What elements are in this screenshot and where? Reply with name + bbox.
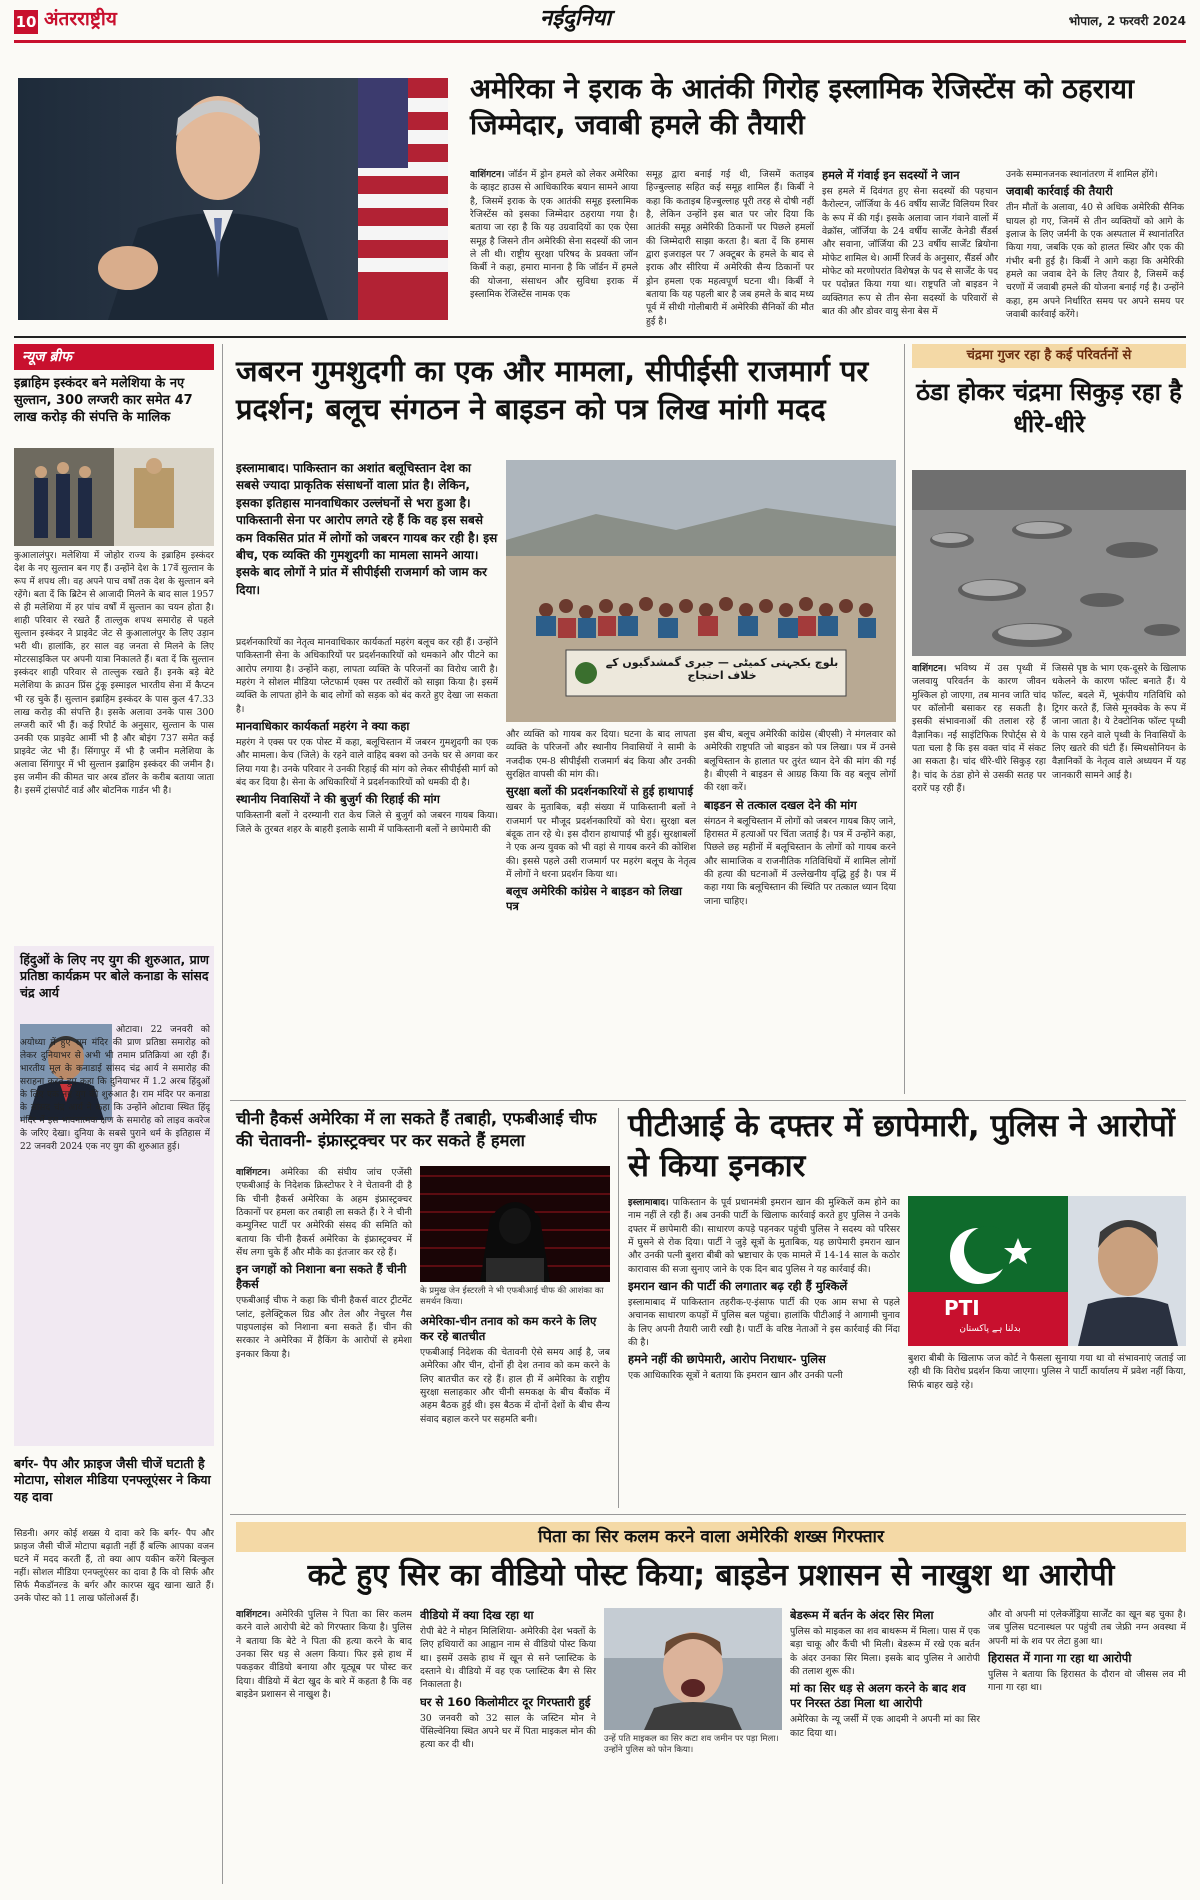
divider-3 [230,1514,1186,1515]
story2-sub5: बाइडन से तत्काल दखल देने की मांग [704,797,857,812]
hackers-col1-text [236,1166,412,1259]
behead-dateline: वाशिंगटन। [236,1609,271,1620]
divider-2 [230,1100,1186,1101]
hackers-col1 [236,1166,412,1506]
hacker-photo-caption: के प्रमुख जेन ईस्टरली ने भी एफबीआई चीफ की आशंका का समर्थन किया। [420,1286,604,1308]
behead-sub5: हिरासत में गाना गा रहा था आरोपी [988,1651,1132,1666]
moon-col1-text [912,662,1046,795]
protest-banner-text: بلوچ یکجہتی کمیٹی — جبری گمشدگیوں کے خلاف احتجاج [605,656,839,682]
kirby-photo [18,78,448,320]
behead-kicker: पिता का सिर कलम करने वाला अमेरिकी शख्स गिरफ्तार [236,1522,1186,1552]
dateline: भोपाल, 2 फरवरी 2024 [1068,14,1186,28]
behead-col4-text: और वो अपनी मां एलेक्जेंड्रिया सार्जेंट का खून बह चुका है। जब पुलिस घटनास्थल पर पहुंची तब जेफ्री नग्न अवस्था में अपनी मां के शव पर लेटा हुआ था। [988,1609,1186,1647]
kirby-photo-art [18,78,448,320]
behead-col3 [790,1608,980,1890]
story1-headline: अमेरिका ने इराक के आतंकी गिरोह इस्लामिक रेजिस्टेंस को ठहराया जिम्मेदार, जवाबी हमले की तैयारी [470,73,1135,141]
story2-col3-text: इस बीच, बलूच अमेरिकी कांग्रेस (बीएसी) ने मंगलवार को अमेरिकी राष्ट्रपति जो बाइडन को पत्र लिखा। पत्र में उनसे बलूचिस्तान के हालात पर तुरंत ध्यान देने की मांग की गई है। बीएसी ने बाइडन से आग्रह किया कि वह बलूच लोगों की रक्षा करें। [704,729,896,794]
behead-col3b-text: अमेरिका के न्यू जर्सी में एक आदमी ने अपनी मां का सिर काट दिया था। [790,1714,980,1739]
hackers-col2-text: एफबीआई निदेशक की चेतावनी ऐसे समय आई है, जब अमेरिका और चीन, दोनों ही देश तनाव को कम करने के लिए बातचीत कर रहे हैं। हाल ही में अमेरिका के राष्ट्रीय सुरक्षा सलाहकार और चीनी समकक्ष के बीच बैंकॉक में अहम बैठक हुई थी। इस बैठक में दोनों देशों के बीच सैन्य संवाद बहाल करने पर सहमति बनी। [420,1346,610,1425]
brief2-headline: हिंदुओं के लिए नए युग की शुरुआत, प्राण प्रतिष्ठा कार्यक्रम पर बोले कनाडा के सांसद चंद्र आर्य [20,952,209,1000]
brief3-headline: बर्गर- पैप और फ्राइज जैसी चीजें घटाती है मोटापा, सोशल मीडिया एनफ्लूएंसर ने किया यह दावा [14,1456,211,1504]
suspect-photo-caption: उन्हें पति माइकल का सिर कटा शव जमीन पर पड़ा मिला। उन्होंने पुलिस को फोन किया। [604,1734,779,1756]
behead-col2 [420,1608,596,1890]
behead-col4 [988,1608,1186,1890]
behead-col1 [236,1608,412,1890]
story2-col1c-text: पाकिस्तानी बलों ने दरम्यानी रात केच जिले से बुजुर्ग को जबरन गायब किया। जिले के तुरबत शहर के बाहरी इलाके सामी में पाकिस्तानी बलों ने छापेमारी की [236,810,498,835]
brief-divider [222,344,223,1884]
suspect-photo-art [604,1608,782,1730]
behead-col1-body: अमेरिकी पुलिस ने पिता का सिर कलम करने वाले आरोपी बेटे को गिरफ्तार किया है। पुलिस ने बताया कि बेटे ने पिता की हत्या करने के बाद उनका सिर धड़ से अलग किया। फिर इसे हाथ में पकड़कर वीडियो बनाया और यूट्यूब पर पोस्ट कर दिया। वीडियो में बेटा खुद के बारे में कहता है कि वह बाइडेन प्रशासन से नाखुश है। [236,1609,412,1701]
hackers-dateline: वाशिंगटन। [236,1167,271,1178]
behead-sub3: बेडरूम में बर्तन के अंदर सिर मिला [790,1608,934,1622]
hacker-photo [420,1166,610,1282]
behead-sub2: घर से 160 किलोमीटर दूर गिरफ्तारी हुई [420,1694,591,1709]
pti-lead-body: पाकिस्तान के पूर्व प्रधानमंत्री इमरान खान की मुश्किलें कम होने का नाम नहीं ले रही हैं। अब उनकी पार्टी के खिलाफ कार्रवाई करते हुए पुलिस ने उनके दफ्तर में छापेमारी की। साधारण कपड़े पहनकर पहुंची पुलिस ने सदस्य को परिसर में घुसने से रोक दिया। पार्टी ने जुड़े सूत्रों के मुताबिक, यह छापेमारी इमरान खान और उनकी पत्नी बुशरा बीबी को भ्रष्टाचार के एक मामले में 14-14 साल के कठोर कारावास की सजा सुनाए जाने के एक दिन बाद पुलिस ने यह कार्रवाई की। [628,1197,900,1275]
page-number: 10 [14,10,38,34]
pti-sub1: इमरान खान की पार्टी की लगातार बढ़ रही हैं मुश्किलें [628,1279,848,1294]
story1-col4 [1006,168,1184,328]
story2-headline: जबरन गुमशुदगी का एक और मामला, सीपीईसी राजमार्ग पर प्रदर्शन; बलूच संगठन ने बाइडन को पत्र लिख मांगी मदद [236,354,869,427]
hackers-headline: चीनी हैकर्स अमेरिका में ला सकते हैं तबाही, एफबीआई चीफ की चेतावनी- इंफ्रास्ट्रक्चर पर कर सकते हैं हमला [236,1109,597,1151]
suspect-photo [604,1608,782,1730]
story2-col1b-text: महरंग ने एक्स पर एक पोस्ट में कहा, बलूचिस्तान में जबरन गुमशुदगी का एक और मामला। केच (जिले) के रहने वाले वाहिद बक्श को उनके घर से अगवा कर लिया गया है। उनके परिवार ने उनकी रिहाई की मांग को लेकर सीपीईसी मार्ग को बंद कर दिया है। सेना के अधिकारियों ने प्रदर्शनकारियों को धमकी दी है। [236,737,498,789]
hackers-sub1: इन जगहों को निशाना बना सकते हैं चीनी हैकर्स [236,1262,407,1292]
brief1-headline: इब्राहिम इस्कंदर बने मलेशिया के नए सुल्तान, 300 लग्जरी कार समेत 47 लाख करोड़ की संपत्ति के मालिक [14,376,193,425]
sultan-photo-art [14,448,214,546]
story1-col4-text: उनके सम्मानजनक स्थानांतरण में शामिल होंगे। [1006,169,1158,180]
hackers-sub2: अमेरिका-चीन तनाव को कम करने के लिए कर रहे बातचीत [420,1314,597,1343]
behead-col4b-text: पुलिस ने बताया कि हिरासत के दौरान वो जीसस लव मी गाना गा रहा था। [988,1668,1186,1694]
moon-headline: ठंडा होकर चंद्रमा सिकुड़ रहा है धीरे-धीरे [916,378,1182,439]
moon-photo [912,470,1186,656]
story2-col3b-text: संगठन ने बलूचिस्तान में लोगों को जबरन गायब किए जाने, हिरासत में हत्याओं पर चिंता जताई है। पत्र में उन्होंने कहा, पिछले छह महीनों में बलूचिस्तान के लोगों को गायब करने और सामाजिक व राजनीतिक गतिविधियों में शामिल लोगों की हत्या की घटनाओं में उल्लेखनीय वृद्धि हुई है। पत्र में कहा गया कि बलूचिस्तान की स्थिति पर तत्काल ध्यान दिया जाना चाहिए। [704,815,896,907]
story2-col2 [506,728,696,1092]
story1-col3-text: इस हमले में दिवंगत हुए सेना सदस्यों की पहचान कैरोल्टन, जॉर्जिया के 46 वर्षीय सार्जेंट विलियम रिवर के रूप में की गई। इसके अलावा जान गंवाने वालों में वेक्रॉस, जॉर्जिया के 24 वर्षीय सार्जेंट केनेडी सैंडर्स और सवाना, जॉर्जिया की 23 वर्षीय सार्जेंट ब्रियोना मोफेट शामिल थे। आर्मी रिजर्व के अनुसार, सैंडर्स और मोफेट को मरणोपरांत विशेषज्ञ के पद से सार्जेंट के पद पर पदोन्नत किया गया था। राष्ट्रपति जो बाइडन ने व्यक्तिगत रूप से तीन सेना सदस्यों के परिवारों से बात की और डोवर वायु सेना बेस में [822,185,998,318]
behead-col2b-text: 30 जनवरी को 32 साल के जस्टिन मोन ने पेंसिल्वेनिया स्थित अपने घर में पिता माइकल मोन की हत्या कर दी थी। [420,1712,596,1751]
protest-photo-art [506,460,896,722]
behead-col2-text: रोपी बेटे ने मोहन मिलिशिया- अमेरिकी देश भक्तों के लिए हथियारों का आह्वान नाम से वीडियो पोस्ट किया था। इसमें उसके हाथ में खून से सने प्लास्टिक के दस्ताने थे। वीडियो में वह एक प्लास्टिक बैग से सिर निकालता है। [420,1625,596,1691]
paper-logo: नईदुनिया [540,6,612,31]
hackers-col1b-text: एफबीआई चीफ ने कहा कि चीनी हैकर्स वाटर ट्रीटमेंट प्लांट, इलेक्ट्रिकल ग्रिड और तेल और नेचुरल गैस पाइपलाइंस को निशाना बना सकते हैं। चीन की सरकार ने अमेरिका में हैकिंग के आरोपों से हमेशा इनकार किया है। [236,1295,412,1360]
protest-photo [506,460,896,722]
story1-sub2: जवाबी कार्रवाई की तैयारी [1006,184,1113,199]
story2-col1-text: प्रदर्शनकारियों का नेतृत्व मानवाधिकार कार्यकर्ता महरंग बलूच कर रही हैं। उन्होंने पाकिस्तानी सेना के अधिकारियों पर प्रदर्शनकारियों को धमकाने और पीटने का आरोप लगाया है। उन्होंने कहा, लापता व्यक्ति के परिजनों का विरोध जारी है। महरंग ने सोशल मीडिया प्लेटफार्म एक्स पर तस्वीरों को साझा किया है। इसमें व्यक्ति के लापता होने के बाद लोगों को सड़क को बंद करते हुए देखा जा सकता है। [236,637,498,715]
pti-logo-caption: بدلنا ہے پاکستان [959,1324,1021,1334]
brief2-text: ओटावा। 22 जनवरी को अयोध्या में हुए राम मंदिर की प्राण प्रतिष्ठा समारोह को लेकर दुनियाभर से अभी भी तमाम प्रतिक्रियां आ रही हैं। भारतीय मूल के कनाडाई सांसद चंद्र आर्य ने समारोह की सराहना करते हुए कहा कि दुनियाभर में 1.2 अरब हिंदुओं के लिए एक नए युग की शुरुआत है। राम मंदिर पर कनाडा के सांसद चंद्र आर्य ने कहा कि उन्होंने ओटावा स्थित हिंदू मंदिर में इस भावनात्मक क्षण के समारोह को लाइव कवरेज के जरिए देखा। दुनिया के सबसे पुराने धर्म के इतिहास में 22 जनवरी 2024 एक नए युग की शुरुआत हुई। [20,1025,210,1153]
behead-sub4: मां का सिर धड़ से अलग करने के बाद शव पर निरस्त ठंडा मिला था आरोपी [790,1681,966,1711]
story2-col3 [704,728,896,1092]
story1-col3 [822,168,998,328]
moon-col2: जिससे पृष्ठ के भाग एक-दूसरे के खिलाफ धकेलने के कारण फॉल्ट बनाते हैं। ये फॉल्ट, बदले में, भूकंपीय गतिविधि को ट्रिगर करते हैं, जिसे मूनक्वेक के रूप में जाना जाता है। ये टेक्टोनिक फॉल्ट पृथ्वी के पास रहने वाले पृथ्वी के निवासियों के लिए खतरे की घंटी हैं। स्मिथसोनियन के वैज्ञानिकों के नेतृत्व वाले अध्ययन में यह जानकारी सामने आई है। [1052,663,1186,781]
story2-lead [236,460,498,630]
story2-col2-text: और व्यक्ति को गायब कर दिया। घटना के बाद लापता व्यक्ति के परिजनों और स्थानीय निवासियों ने सामी के नजदीक एम-8 सीपीईसी राजमार्ग बंद किया और उनकी सुरक्षित वापसी की मांग की। [506,729,696,781]
story2-sub1: मानवाधिकार कार्यकर्ता महरंग ने क्या कहा [236,719,410,734]
moon-kicker: चंद्रमा गुजर रहा है कई परिवर्तनों से [912,344,1186,368]
pti-logo-photo [908,1196,1186,1346]
story2-col1 [236,636,498,1092]
story2-lead-dateline: इस्लामाबाद। [236,461,289,475]
hackers-divider [618,1108,619,1508]
divider-1 [14,336,1186,338]
behead-sub1: वीडियो में क्या दिख रहा था [420,1608,534,1622]
news-brief-label: न्यूज ब्रीफ [14,344,214,370]
hacker-photo-art [420,1166,610,1282]
story1-sub1: हमले में गंवाई इन सदस्यों ने जान [822,168,960,182]
story1-col1-text: जॉर्डन में ड्रोन हमले को लेकर अमेरिका के व्हाइट हाउस से आधिकारिक बयान सामने आया है, जिसमें इराक के एक आतंकी समूह इस्लामिक रेजिस्टेंस को इसका जिम्मेदार ठहराया गया है। बताया जा रहा है कि यह उग्रवादियों का एक ऐसा समूह है जिसने तीन अमेरिकी सेना सदस्यों की जान ले ली थी। राष्ट्रीय सुरक्षा परिषद के प्रवक्ता जॉन किर्बी ने कहा, हमारा मानना है कि जॉर्डन में हमले की योजना, संसाधन और सुविधा इराक में इस्लामिक रेजिस्टेंस नामक एक [470,169,638,301]
story1-col4b-text: तीन मौतों के अलावा, 40 से अधिक अमेरिकी सैनिक घायल हो गए, जिनमें से तीन व्यक्तियों को आगे के इलाज के लिए जर्मनी के एक अस्पताल में स्थानांतरित किया गया, जबकि एक को हालत स्थिर और एक की गंभीर बनी हुई है। किर्बी ने आगे कहा कि अमेरिकी हमले का जवाब देने के लिए तैयार है, जिसमें कई चरणों में जवाबी हमले की योजना बनाई गई है। उन्होंने कहा, हम अपने निर्धारित समय पर अपने समय पर जवाबी कार्रवाई करेंगे। [1006,202,1184,321]
sultan-photo [14,448,214,546]
behead-headline: कटे हुए सिर का वीडियो पोस्ट किया; बाइडेन प्रशासन से नाखुश था आरोपी [307,1558,1115,1593]
pti-col2: बुशरा बीबी के खिलाफ जज कोर्ट ने फैसला सुनाया गया था वो संभावनाएं जताई जा रही थी कि विरोध प्रदर्शन किया जाएगा। पुलिस ने पार्टी कार्यालय में प्रवेश नहीं किया, सिर्फ बाहर खड़े रहे। [908,1353,1186,1391]
story2-sub2: स्थानीय निवासियों ने की बुजुर्ग की रिहाई की मांग [236,792,440,807]
pti-dateline: इस्लामाबाद। [628,1197,669,1208]
moon-photo-art [912,470,1186,656]
moon-dateline: वाशिंगटन। [912,663,947,674]
pti-sub2: हमने नहीं की छापेमारी, आरोप निराधार- पुलिस [628,1352,826,1367]
hackers-col2 [420,1314,610,1506]
pti-headline: पीटीआई के दफ्तर में छापेमारी, पुलिस ने आरोपों से किया इनकार [628,1108,1175,1185]
pti-col1-text: इस्लामाबाद में पाकिस्तान तहरीक-ए-इंसाफ पार्टी की एक आम सभा से पहले अचानक साधारण कपड़ों में पुलिस बल पहुंचा। हालांकि पीटीआई ने आगामी चुनाव के लिए अपनी तैयारी जारी रखी है। पार्टी के वरिष्ठ नेताओं ने इस कार्रवाई की निंदा की है। [628,1297,900,1349]
story2-divider [904,344,905,1094]
pti-lead-text [628,1196,900,1276]
story1-col1 [470,168,638,328]
pti-col1b-text: एक आधिकारिक सूत्रों ने बताया कि इमरान खान और उनकी पत्नी [628,1370,843,1382]
pti-logo-text: PTI [944,1296,980,1320]
pti-lead [628,1196,900,1506]
story2-sub4: बलूच अमेरिकी कांग्रेस ने बाइडन को लिखा पत्र [506,884,682,914]
hackers-col1-body: अमेरिका की संघीय जांच एजेंसी एफबीआई के निदेशक क्रिस्टोफर रे ने चेतावनी दी है कि चीनी हैकर्स अमेरिका के अहम इंफ्रास्ट्रक्चर ठिकानों पर हमला कर तबाही ला सकते हैं। रे ने चीनी कम्युनिस्ट पार्टी पर अमेरिकी संसद की समिति को बताया कि चीनी हैकर्स अमेरिका के इंफ्रास्ट्रक्चर में सेंध लगा चुके हैं और मौके का इंतजार कर रहे हैं। [236,1167,412,1259]
story2-col2b-text: खबर के मुताबिक, बड़ी संख्या में पाकिस्तानी बलों ने राजमार्ग पर मौजूद प्रदर्शनकारियों को घेरा। सुरक्षा बल बंदूक तान रहे थे। इस दौरान हाथापाई भी हुई। सुरक्षाबलों ने एक अन्य युवक को भी वहां से गायब करने की कोशिश की। इससे पहले उसी राजमार्ग पर महरंग बलूच के नेतृत्व में लोगों ने धरना प्रदर्शन किया था। [506,802,696,881]
moon-col1-body: भविष्य में उस पृथ्वी में जलवायु परिवर्तन के कारण जीवन मुश्किल हो जाएगा, तब मानव जाति चांद पर कॉलोनी बसाकर रह सकती है। इसकी संभावनाओं की तलाश रहे हैं वैज्ञानिक। नई साइंटिफिक रिपोर्ट्स से ये पता चला है कि इस वक्त चांद में संकट आ सकता है। चांद धीरे-धीरे सिकुड़ रहा है। चांद के ठंडा होने से उसकी सतह पर दरारें पड़ रही हैं। [912,663,1046,795]
masthead-rule [14,40,1186,43]
brief3-text: सिडनी। अगर कोई शख्स ये दावा करे कि बर्गर- पैप और फ्राइज जैसी चीजें मोटापा बढ़ाती नहीं हैं बल्कि आपका वजन घटने में मदद करती हैं, तो क्या आप यकीन करेंगे बिल्कुल नहीं। सोशल मीडिया एनफ्लूएंसर का दावा है कि वो सिर्फ और सिर्फ मैकडॉनल्ड के बर्गर और कारप्स खुद खाना खाते हैं। उनके पोस्ट को 11 लाख फॉलोअर्स हैं। [14,1529,214,1605]
brief1-text: कुआलालंपुर। मलेशिया में जोहोर राज्य के इब्राहिम इस्कंदर देश के नए सुल्तान बन गए हैं। उन्होंने देश के 17वें सुल्तान के रूप में शपथ ली। वह अपने पाच वर्षों तक देश के सुल्तान बने रहेंगे। बता दें कि ब्रिटेन से आजादी मिलने के बाद साल 1957 से ही मलेशिया में हर पांच वर्षों में सुल्तान का चयन होता है। शाही परिवार से रखते हैं ताल्लुक शपथ समारोह से पहले सुल्तान इस्कंदर ने प्राइवेट जेट से कुआलालंपुर के लिए उड़ान भरी थी। हालांकि, हर साल वह जनता से मिलने के लिए मोटरसाइकिल पर अपनी यात्रा निकालते हैं। बता दें कि सुल्तान इस्कंदर शाही परिवार से ताल्लुक रखते हैं। इनके बड़े बेटे मलेशिया के क्राउन प्रिंस टुंकू इस्माइल भारतीय सेना में कैप्टन भी रह चुके हैं। सुल्तान इब्राहिम इस्कंदर के पास कुल 47.33 लाख करोड़ की संपत्ति है। इसके अलावा उनके पास 300 लग्जरी कारें भी हैं। कई रिपोर्ट के अनुसार, सुल्तान के पास उनकी एक प्राइवेट आर्मी भी है और बोइंग 737 समेत कई प्राइवेट जेट भी हैं। सिंगापुर में भी है जमीन मलेशिया के अलावा सिंगापुर में भी सुल्तान इब्राहिम इस्कंदर की जमीन है। इस जमीन की कीमत चार अरब डॉलर के करीब बताया जाता है। इसमें ट्रांसपोर्ट वार्ड और बोटनिक गार्डन भी है। [14,551,214,796]
story2-lead-text: पाकिस्तान का अशांत बलूचिस्तान देश का सबसे ज्यादा प्राकृतिक संसाधनों वाला प्रांत है। लेकिन, इसका इतिहास मानवाधिकार उल्लंघनों से भरा हुआ है। पाकिस्तानी सेना पर आरोप लगते रहे हैं कि वह इस सबसे कम विकसित प्रांत में लोगों को जबरन गायब कर रही है। इस बीच, एक व्यक्ति की गुमशुदगी का मामला सामने आया। इसके बाद लोगों ने प्रांत में सीपीईसी राजमार्ग को जाम कर दिया। [236,461,498,597]
moon-col1 [912,662,1046,1092]
story1-col2: समूह द्वारा बनाई गई थी, जिसमें कताइब हिज्बुल्लाह सहित कई समूह शामिल हैं। किर्बी ने कहा कि कताइब हिज्बुल्लाह पूरी तरह से दोषी नहीं है, लेकिन उन्होंने इस बात पर जोर दिया कि आतंकी समूह अमेरिकी ठिकानों पर पिछले हमलों की जिम्मेदारी साझा करता है। बता दें कि हमास द्वारा इजराइल पर 7 अक्टूबर के हमले के बाद से इराक और सीरिया में अमेरिकी सैन्य ठिकानों पर ड्रोन हमला एक महत्वपूर्ण घटना थी। किर्बी ने बताया कि यह पहली बार है जब हमले के बाद मध्य पूर्व में सीधी गोलीबारी में अमेरिकी सैनिकों की मौत हुई है। [646,169,814,327]
masthead [0,0,1200,44]
behead-col1-text [236,1608,412,1701]
story1-dateline: वाशिंगटन। [470,169,505,180]
section-name: अंतरराष्ट्रीय [44,8,117,30]
story2-sub3: सुरक्षा बलों की प्रदर्शनकारियों से हुई हाथापाई [506,784,693,799]
behead-col3-text: पुलिस को माइकल का शव बाथरूम में मिला। पास में एक बड़ा चाकू और कैंची भी मिली। बेडरूम में रखे एक बर्तन के अंदर उनका सिर मिला। इसके बाद पुलिस ने आरोपी की तलाश शुरू की। [790,1625,980,1677]
